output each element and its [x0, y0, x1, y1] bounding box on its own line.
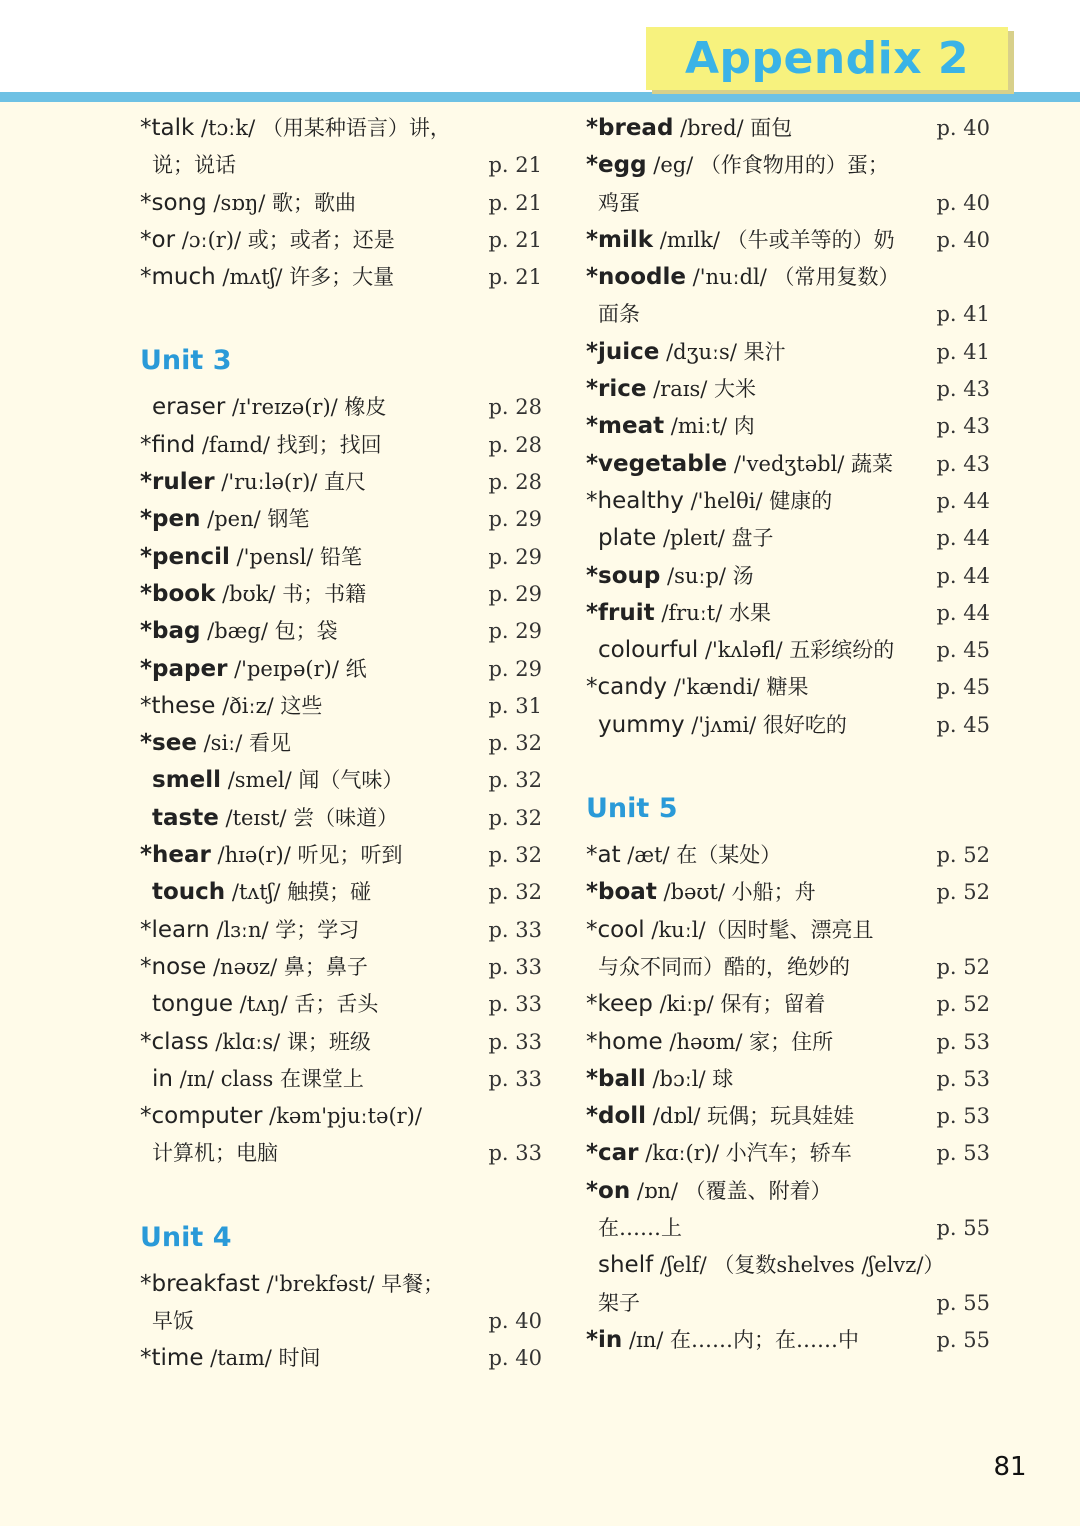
vocab-entry [586, 222, 990, 259]
vocab-pronunciation-meaning: /æt/ 在（某处） [620, 843, 782, 868]
page-reference: p. 21 [488, 227, 542, 252]
vocab-word: *home [586, 1028, 663, 1055]
vocab-pronunciation-meaning: /teɪst/ 尝（味道） [218, 805, 399, 830]
vocab-entry-continuation [586, 949, 990, 986]
vocab-word: *rice [586, 376, 647, 403]
vocab-pronunciation-meaning: /'nuːdl/ （常用复数） [685, 265, 900, 290]
page-reference: p. 40 [488, 1309, 542, 1334]
page-reference: p. 41 [936, 339, 990, 364]
vocab-pronunciation-meaning: /kuːl/（因时髦、漂亮且 [644, 917, 874, 942]
vocab-entry [586, 334, 990, 371]
vocab-pronunciation-meaning: /klɑːs/ 课；班级 [208, 1029, 371, 1054]
vocab-word: smell [152, 767, 222, 794]
page-reference: p. 53 [936, 1104, 990, 1129]
vocab-word: *bag [140, 618, 201, 645]
vocab-word: *milk [586, 226, 654, 253]
page-reference: p. 33 [488, 992, 542, 1017]
vocab-column-left [140, 110, 542, 1378]
vocab-word: *hear [140, 842, 211, 869]
vocab-word: *on [586, 1177, 631, 1204]
vocab-pronunciation-meaning: /tʌŋ/ 舌；舌头 [233, 992, 379, 1017]
page-reference: p. 29 [488, 581, 542, 606]
page-reference: p. 44 [936, 600, 990, 625]
page-reference: p. 41 [936, 302, 990, 327]
header-stripe [0, 92, 1080, 102]
vocab-word: *cool [586, 916, 645, 943]
page-reference: p. 55 [936, 1216, 990, 1241]
vocab-pronunciation-meaning: /ðiːz/ 这些 [215, 693, 323, 718]
page-reference: p. 32 [488, 731, 542, 756]
page-reference: p. 31 [488, 693, 542, 718]
vocab-entry [140, 949, 542, 986]
vocab-entry [586, 446, 990, 483]
vocab-word: *ruler [140, 469, 215, 496]
vocab-entry [586, 874, 990, 911]
vocab-entry [586, 707, 990, 744]
vocab-entry [140, 725, 542, 762]
vocab-word: *healthy [586, 487, 684, 514]
page-reference: p. 40 [936, 227, 990, 252]
vocab-entry [586, 912, 990, 949]
section-gap [586, 744, 990, 781]
page-reference: p. 44 [936, 563, 990, 588]
vocab-meaning: 鸡蛋 [598, 190, 640, 215]
vocab-entry [140, 837, 542, 874]
page-reference: p. 33 [488, 954, 542, 979]
vocab-word: *paper [140, 655, 228, 682]
vocab-word: *talk [140, 115, 195, 141]
vocab-entry [140, 501, 542, 538]
page-reference: p. 44 [936, 488, 990, 513]
vocab-word: *nose [140, 953, 207, 980]
vocab-entry [140, 427, 542, 464]
vocab-pronunciation-meaning: /mɪlk/ （牛或羊等的）奶 [653, 227, 895, 252]
page-number: 81 [993, 1452, 1027, 1482]
vocab-word: *or [140, 226, 176, 253]
vocab-entry [140, 1098, 542, 1135]
vocab-word: *book [140, 580, 216, 607]
vocab-word: *ball [586, 1065, 646, 1092]
vocab-entry [140, 874, 542, 911]
vocab-word: *computer [140, 1103, 263, 1130]
vocab-word: *fruit [586, 599, 655, 626]
vocab-entry [140, 222, 542, 259]
vocab-pronunciation-meaning: /'jʌmi/ 很好吃的 [684, 712, 847, 737]
vocab-meaning: 面条 [598, 302, 640, 327]
vocab-entry [140, 539, 542, 576]
vocab-entry [586, 1173, 990, 1210]
vocab-pronunciation-meaning: /'brekfəst/ 早餐； [259, 1271, 445, 1296]
page-reference: p. 44 [936, 526, 990, 551]
page-reference: p. 28 [488, 470, 542, 495]
vocab-pronunciation-meaning: /fruːt/ 水果 [654, 600, 771, 625]
vocab-meaning: 与众不同而）酷的，绝妙的 [598, 954, 850, 979]
vocab-entry-continuation [140, 1135, 542, 1172]
page-reference: p. 52 [936, 880, 990, 905]
vocab-word: *learn [140, 916, 210, 943]
vocab-word: *in [586, 1326, 623, 1353]
vocab-word: *car [586, 1140, 639, 1167]
vocab-pronunciation-meaning: /'pensl/ 铅笔 [229, 544, 363, 569]
page-reference: p. 32 [488, 805, 542, 830]
section-gap [140, 1173, 542, 1210]
vocab-pronunciation-meaning: /kiːp/ 保有；留着 [652, 992, 826, 1017]
vocab-entry [140, 185, 542, 222]
vocab-entry [140, 800, 542, 837]
vocab-entry-continuation [586, 296, 990, 333]
vocab-entry [586, 520, 990, 557]
vocab-entry [140, 1266, 542, 1303]
page-reference: p. 33 [488, 1029, 542, 1054]
vocab-pronunciation-meaning: /taɪm/ 时间 [203, 1346, 321, 1371]
vocab-entry-continuation [586, 1285, 990, 1322]
vocab-word: *juice [586, 338, 660, 365]
vocab-word: *these [140, 692, 216, 719]
vocab-pronunciation-meaning: /ʃelf/ （复数shelves /ʃelvz/） [653, 1253, 945, 1278]
page-reference: p. 33 [488, 1141, 542, 1166]
vocab-entry [140, 389, 542, 426]
vocab-column-right [586, 110, 990, 1359]
page-reference: p. 45 [936, 712, 990, 737]
page-reference: p. 52 [936, 992, 990, 1017]
page-reference: p. 32 [488, 768, 542, 793]
vocab-entry [140, 1340, 542, 1377]
vocab-entry [140, 912, 542, 949]
vocab-entry [586, 1135, 990, 1172]
appendix-tab [646, 27, 1008, 90]
vocab-word: *candy [586, 674, 668, 701]
unit-heading: Unit 4 [140, 1221, 232, 1253]
page-reference: p. 33 [488, 1066, 542, 1091]
vocab-entry [586, 986, 990, 1023]
vocab-pronunciation-meaning: /dɒl/ 玩偶；玩具娃娃 [646, 1104, 855, 1129]
vocab-pronunciation-meaning: /suːp/ 汤 [660, 563, 754, 588]
page-reference: p. 40 [936, 190, 990, 215]
vocab-entry [140, 110, 542, 147]
vocab-entry [586, 595, 990, 632]
page-reference: p. 29 [488, 507, 542, 532]
vocab-entry [140, 576, 542, 613]
vocab-pronunciation-meaning: /'kændi/ 糖果 [667, 675, 809, 700]
vocab-word: *at [586, 842, 621, 869]
appendix-title: Appendix 2 [684, 33, 970, 84]
vocab-word: *keep [586, 991, 653, 1018]
vocab-word: touch [152, 879, 226, 906]
page-reference: p. 53 [936, 1029, 990, 1054]
vocab-pronunciation-meaning: /pen/ 钢笔 [200, 507, 310, 532]
vocab-pronunciation-meaning: /ɒn/ （覆盖、附着） [630, 1178, 832, 1203]
vocab-entry [140, 1024, 542, 1061]
vocab-word: *boat [586, 879, 657, 906]
vocab-entry [586, 371, 990, 408]
vocab-word: in [152, 1065, 173, 1092]
vocab-meaning: 说；说话 [152, 153, 236, 178]
vocab-pronunciation-meaning: /bɔːl/ 球 [645, 1066, 734, 1091]
vocab-pronunciation-meaning: /bred/ 面包 [673, 116, 793, 140]
vocab-word: *breakfast [140, 1270, 260, 1297]
page-reference: p. 21 [488, 265, 542, 290]
vocab-meaning: 在……上 [598, 1216, 682, 1241]
page-reference: p. 52 [936, 843, 990, 868]
page-reference: p. 40 [936, 116, 990, 140]
vocab-pronunciation-meaning: /ɪn/ 在……内；在……中 [622, 1327, 860, 1352]
vocab-word: plate [598, 525, 657, 552]
vocab-pronunciation-meaning: /bæg/ 包；袋 [200, 619, 338, 644]
page-reference: p. 40 [488, 1346, 542, 1371]
vocab-entry [140, 1061, 542, 1098]
page-reference: p. 21 [488, 153, 542, 178]
vocab-word: *vegetable [586, 450, 728, 477]
vocab-word: *find [140, 431, 196, 458]
page-reference: p. 53 [936, 1141, 990, 1166]
vocab-pronunciation-meaning: /dʒuːs/ 果汁 [659, 339, 786, 364]
vocab-entry [586, 408, 990, 445]
vocab-entry [140, 259, 542, 296]
vocab-entry [140, 688, 542, 725]
vocab-meaning: 架子 [598, 1290, 640, 1315]
vocab-word: *noodle [586, 264, 686, 291]
page-reference: p. 21 [488, 190, 542, 215]
vocab-entry [586, 1024, 990, 1061]
vocab-pronunciation-meaning: /kɑː(r)/ 小汽车；轿车 [638, 1141, 852, 1166]
vocab-word: *see [140, 730, 197, 757]
vocab-meaning: 计算机；电脑 [152, 1141, 278, 1166]
vocab-pronunciation-meaning: /'kʌləfl/ 五彩缤纷的 [698, 638, 895, 663]
vocab-entry [586, 558, 990, 595]
vocab-entry [586, 1061, 990, 1098]
vocab-pronunciation-meaning: /raɪs/ 大米 [646, 377, 757, 402]
page-reference: p. 45 [936, 675, 990, 700]
vocab-pronunciation-meaning: /'ruːlə(r)/ 直尺 [214, 470, 367, 495]
vocab-word: *time [140, 1345, 204, 1372]
vocab-pronunciation-meaning: /ɔː(r)/ 或；或者；还是 [175, 227, 395, 252]
vocab-pronunciation-meaning: /ɪn/ class 在课堂上 [172, 1066, 364, 1091]
vocab-word: *pen [140, 506, 201, 533]
vocab-pronunciation-meaning: /'vedʒtəbl/ 蔬菜 [727, 451, 894, 476]
unit-heading: Unit 5 [586, 793, 678, 825]
vocab-entry [140, 986, 542, 1023]
vocab-word: *song [140, 189, 207, 216]
page-reference: p. 43 [936, 377, 990, 402]
vocab-word: *doll [586, 1103, 647, 1130]
vocab-entry [586, 110, 990, 147]
page-reference: p. 28 [488, 395, 542, 420]
vocab-entry-continuation [586, 185, 990, 222]
vocab-entry-continuation [586, 1210, 990, 1247]
vocab-word: eraser [152, 394, 226, 421]
page-reference: p. 29 [488, 656, 542, 681]
vocab-pronunciation-meaning: /həʊm/ 家；住所 [662, 1029, 834, 1054]
vocab-pronunciation-meaning: /eg/ （作食物用的）蛋； [646, 153, 889, 178]
vocab-word: colourful [598, 637, 699, 664]
vocab-word: yummy [598, 711, 685, 738]
vocab-pronunciation-meaning: /sɒŋ/ 歌；歌曲 [206, 190, 356, 215]
vocab-pronunciation-meaning: /nəʊz/ 鼻；鼻子 [206, 954, 368, 979]
vocab-pronunciation-meaning: /'helθi/ 健康的 [683, 488, 833, 513]
page-reference: p. 28 [488, 432, 542, 457]
vocab-word: *egg [586, 152, 647, 179]
page-reference: p. 29 [488, 619, 542, 644]
vocab-pronunciation-meaning: /tʌtʃ/ 触摸；碰 [225, 880, 372, 905]
page-reference: p. 52 [936, 954, 990, 979]
vocab-pronunciation-meaning: /ɪ'reɪzə(r)/ 橡皮 [225, 395, 387, 420]
vocab-entry [586, 1247, 990, 1284]
vocab-entry [140, 464, 542, 501]
vocab-pronunciation-meaning: /lɜːn/ 学；学习 [209, 917, 360, 942]
section-gap [140, 296, 542, 333]
page-reference: p. 45 [936, 638, 990, 663]
vocab-entry [586, 669, 990, 706]
vocab-entry [140, 613, 542, 650]
vocab-word: *class [140, 1028, 209, 1055]
vocab-entry [140, 651, 542, 688]
vocab-entry [140, 762, 542, 799]
vocab-entry-continuation [140, 1303, 542, 1340]
page-reference: p. 32 [488, 843, 542, 868]
vocab-word: *much [140, 264, 216, 291]
page-reference: p. 43 [936, 414, 990, 439]
vocab-entry [586, 1322, 990, 1359]
vocab-pronunciation-meaning: /smel/ 闻（气味） [221, 768, 404, 793]
unit-heading: Unit 3 [140, 345, 232, 377]
vocab-pronunciation-meaning: /bəʊt/ 小船；舟 [656, 880, 816, 905]
vocab-pronunciation-meaning: /mʌtʃ/ 许多；大量 [215, 265, 395, 290]
vocab-word: *meat [586, 413, 665, 440]
page-reference: p. 29 [488, 544, 542, 569]
vocab-entry-continuation [140, 147, 542, 184]
vocab-pronunciation-meaning: /bʊk/ 书；书籍 [215, 581, 367, 606]
vocab-entry [586, 483, 990, 520]
page-reference: p. 53 [936, 1066, 990, 1091]
vocab-meaning: 早饭 [152, 1309, 194, 1334]
vocab-word: *bread [586, 115, 674, 141]
page-reference: p. 43 [936, 451, 990, 476]
vocab-word: shelf [598, 1252, 654, 1279]
vocab-pronunciation-meaning: /kəm'pjuːtə(r)/ [262, 1104, 422, 1129]
vocab-pronunciation-meaning: /miːt/ 肉 [664, 414, 755, 439]
vocab-entry [586, 837, 990, 874]
page-reference: p. 55 [936, 1290, 990, 1315]
page-reference: p. 32 [488, 880, 542, 905]
vocab-pronunciation-meaning: /siː/ 看见 [196, 731, 291, 756]
vocab-entry [586, 1098, 990, 1135]
vocab-pronunciation-meaning: /'peɪpə(r)/ 纸 [227, 656, 367, 681]
page-reference: p. 55 [936, 1327, 990, 1352]
vocab-pronunciation-meaning: /faɪnd/ 找到；找回 [195, 432, 382, 457]
page-reference: p. 33 [488, 917, 542, 942]
vocab-word: *soup [586, 562, 661, 589]
vocab-word: *pencil [140, 543, 230, 570]
vocab-pronunciation-meaning: /hɪə(r)/ 听见；听到 [210, 843, 403, 868]
vocab-pronunciation-meaning: /pleɪt/ 盘子 [656, 526, 774, 551]
vocab-entry [586, 259, 990, 296]
vocab-pronunciation-meaning: /tɔːk/ （用某种语言）讲， [194, 116, 451, 140]
vocab-entry [586, 632, 990, 669]
vocab-word: taste [152, 804, 219, 831]
vocab-entry [586, 147, 990, 184]
vocab-word: tongue [152, 991, 233, 1018]
